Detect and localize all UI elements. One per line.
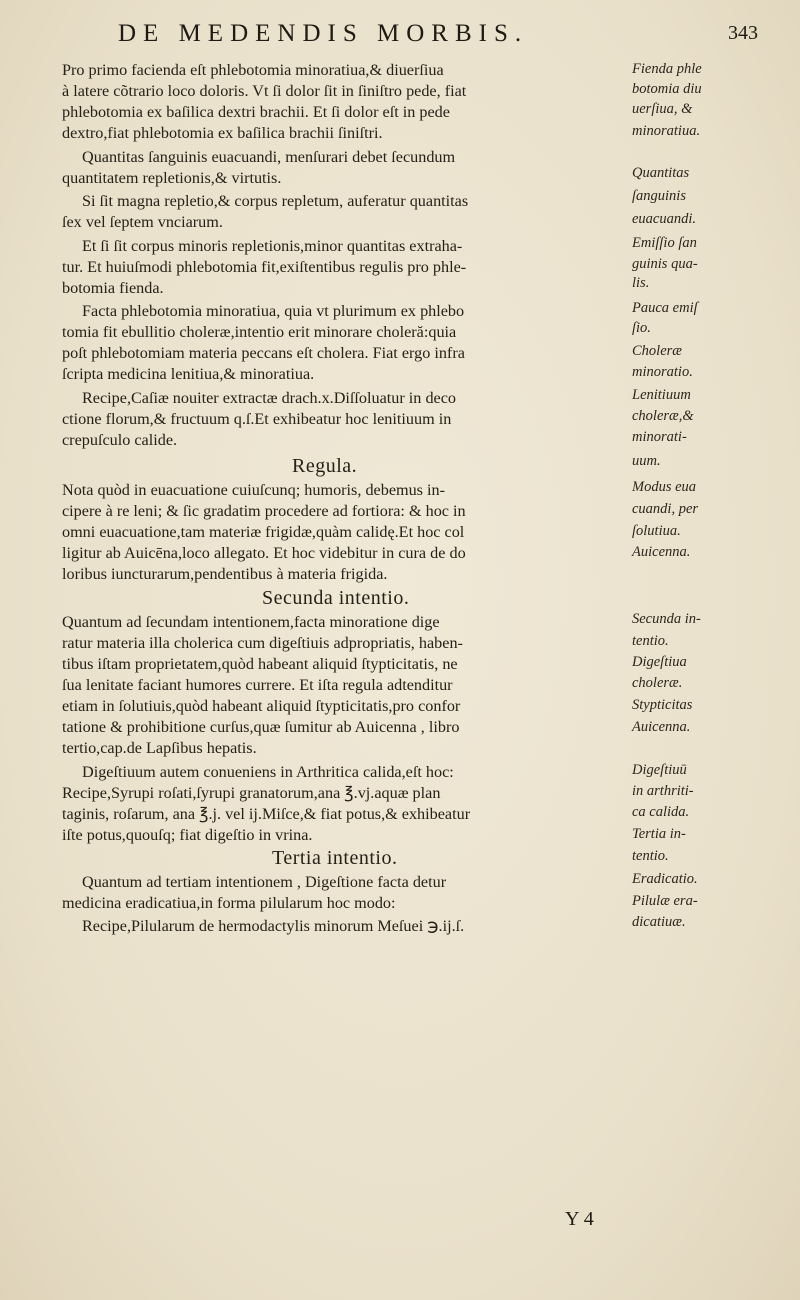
- heading-regula: Regula.: [292, 455, 358, 477]
- text-line: Si ſit magna repletio,& corpus repletum, auferatur quantitas: [82, 192, 469, 210]
- margin-note: Choleræ: [632, 343, 682, 359]
- text-line: Quantitas ſanguinis euacuandi, menſurari debet ſecundum: [82, 148, 456, 166]
- margin-note: choleræ.: [632, 675, 683, 691]
- margin-note: Modus eua: [632, 479, 697, 495]
- text-line: Recipe,Caſiæ nouiter extractæ drach.x.Diſſoluatur in deco: [82, 389, 456, 407]
- margin-note: dicatiuæ.: [632, 914, 686, 930]
- page-number: 343: [728, 22, 758, 44]
- margin-note: tentio.: [632, 633, 669, 649]
- margin-note: Pauca emiſ: [632, 300, 698, 316]
- running-head: DE MEDENDIS MORBIS.: [118, 20, 529, 47]
- text-line: Nota quòd in euacuatione cuiuſcunq; humoris, debemus in-: [62, 481, 446, 499]
- text-line: Pro primo facienda eſt phlebotomia minoratiua,& diuerſiua: [62, 61, 444, 79]
- signature-mark: Y 4: [565, 1208, 594, 1230]
- text-line: tibus iſtam proprietatem,quòd habeant aliquid ſtypticitatis, ne: [62, 655, 458, 673]
- text-line: tatione & prohibitione curſus,quæ ſumitur ab Auicenna , libro: [62, 718, 460, 736]
- text-line: ligitur ab Auicēna,loco allegato. Et hoc videbitur in cura de do: [62, 544, 466, 562]
- text-line: iſte potus,quouſq; fiat digeſtio in vrina.: [62, 826, 313, 844]
- margin-note: Lenitiuum: [632, 387, 691, 403]
- heading-secunda-intentio: Secunda intentio.: [262, 587, 410, 609]
- margin-note: Emiſſio ſan: [632, 235, 697, 251]
- margin-note: Digeſtiuū: [632, 762, 687, 778]
- margin-note: guinis qua-: [632, 256, 698, 272]
- margin-note: choleræ,&: [632, 408, 694, 424]
- page-header: [118, 18, 758, 54]
- margin-note: ſolutiua.: [632, 523, 681, 539]
- text-line: etiam in ſolutiuis,quòd habeant aliquid ſtypticitatis,pro confor: [62, 697, 461, 715]
- text-line: Quantum ad ſecundam intentionem,facta minoratione dige: [62, 613, 440, 631]
- text-line: ſex vel ſeptem vnciarum.: [62, 213, 223, 231]
- text-line: Et ſi ſit corpus minoris repletionis,minor quantitas extraha-: [82, 237, 463, 255]
- margin-note: minorati-: [632, 429, 687, 445]
- text-line: Facta phlebotomia minoratiua, quia vt plurimum ex phlebo: [82, 302, 465, 320]
- text-line: cipere à re leni; & ſic gradatim procedere ad fortiora: & hoc in: [62, 502, 466, 520]
- heading-tertia-intentio: Tertia intentio.: [272, 847, 398, 869]
- text-line: Digeſtiuum autem conueniens in Arthritica calida,eſt hoc:: [82, 763, 454, 781]
- margin-note: Stypticitas: [632, 697, 693, 713]
- text-line: Recipe,Pilularum de hermodactylis minorum Meſuei ℈.ij.ſ.: [82, 917, 465, 935]
- margin-note: uum.: [632, 453, 661, 469]
- margin-note: Digeſtiua: [632, 654, 687, 670]
- text-line: Quantum ad tertiam intentionem , Digeſtione facta detur: [82, 873, 447, 891]
- margin-note: Fienda phle: [632, 61, 702, 77]
- text-line: omni euacuatione,tam materiæ frigidæ,quàm calidę.Et hoc col: [62, 523, 465, 541]
- margin-note: minoratiua.: [632, 123, 701, 139]
- margin-note: uerſiua, &: [632, 101, 693, 117]
- text-line: botomia fienda.: [62, 279, 164, 297]
- margin-note: lis.: [632, 275, 650, 291]
- text-line: medicina eradicatiua,in forma pilularum hoc modo:: [62, 894, 396, 912]
- margin-note: euacuandi.: [632, 211, 697, 227]
- text-line: Recipe,Syrupi roſati,ſyrupi granatorum,ana ℥.vj.aquæ plan: [62, 784, 441, 802]
- text-line: à latere cõtrario loco doloris. Vt ſi dolor ſit in ſiniſtro pede, fiat: [62, 82, 467, 100]
- margin-note: ſio.: [632, 320, 651, 336]
- margin-note: tentio.: [632, 848, 669, 864]
- margin-note: Auicenna.: [632, 719, 691, 735]
- text-line: dextro,fiat phlebotomia ex baſilica brachii ſiniſtri.: [62, 124, 383, 142]
- text-line: tur. Et huiuſmodi phlebotomia fit,exiſtentibus regulis pro phle-: [62, 258, 467, 276]
- text-line: ctione florum,& fructuum q.ſ.Et exhibeatur hoc lenitiuum in: [62, 410, 452, 428]
- text-line: crepuſculo calide.: [62, 431, 178, 449]
- text-line: tertio,cap.de Lapſibus hepatis.: [62, 739, 257, 757]
- margin-note: ca calida.: [632, 804, 690, 820]
- margin-note: Secunda in-: [632, 611, 701, 627]
- margin-note: Auicenna.: [632, 544, 691, 560]
- text-line: poſt phlebotomiam materia peccans eſt cholera. Fiat ergo infra: [62, 344, 465, 362]
- text-line: ſcripta medicina lenitiua,& minoratiua.: [62, 365, 315, 383]
- text-line: ſua lenitate faciant humores currere. Et iſta regula adtenditur: [62, 676, 453, 694]
- margin-note: in arthriti-: [632, 783, 694, 799]
- margin-note: Tertia in-: [632, 826, 686, 842]
- text-line: loribus iuncturarum,pendentibus à materia frigida.: [62, 565, 388, 583]
- text-line: quantitatem repletionis,& virtutis.: [62, 169, 282, 187]
- text-line: tomia fit ebullitio choleræ,intentio erit minorare choleră:quia: [62, 323, 457, 341]
- margin-note: Eradicatio.: [632, 871, 698, 887]
- margin-note: ſanguinis: [632, 188, 686, 204]
- margin-note: Quantitas: [632, 165, 690, 181]
- margin-note: cuandi, per: [632, 501, 699, 517]
- margin-note: botomia diu: [632, 81, 702, 97]
- text-line: taginis, roſarum, ana ℥.j. vel ij.Miſce,& fiat potus,& exhibeatur: [62, 805, 471, 823]
- margin-note: minoratio.: [632, 364, 693, 380]
- text-line: ratur materia illa cholerica cum digeſtiuis adpropriatis, haben-: [62, 634, 463, 652]
- margin-note: Pilulæ era-: [632, 893, 698, 909]
- text-line: phlebotomia ex baſilica dextri brachii. Et ſi dolor eſt in pede: [62, 103, 450, 121]
